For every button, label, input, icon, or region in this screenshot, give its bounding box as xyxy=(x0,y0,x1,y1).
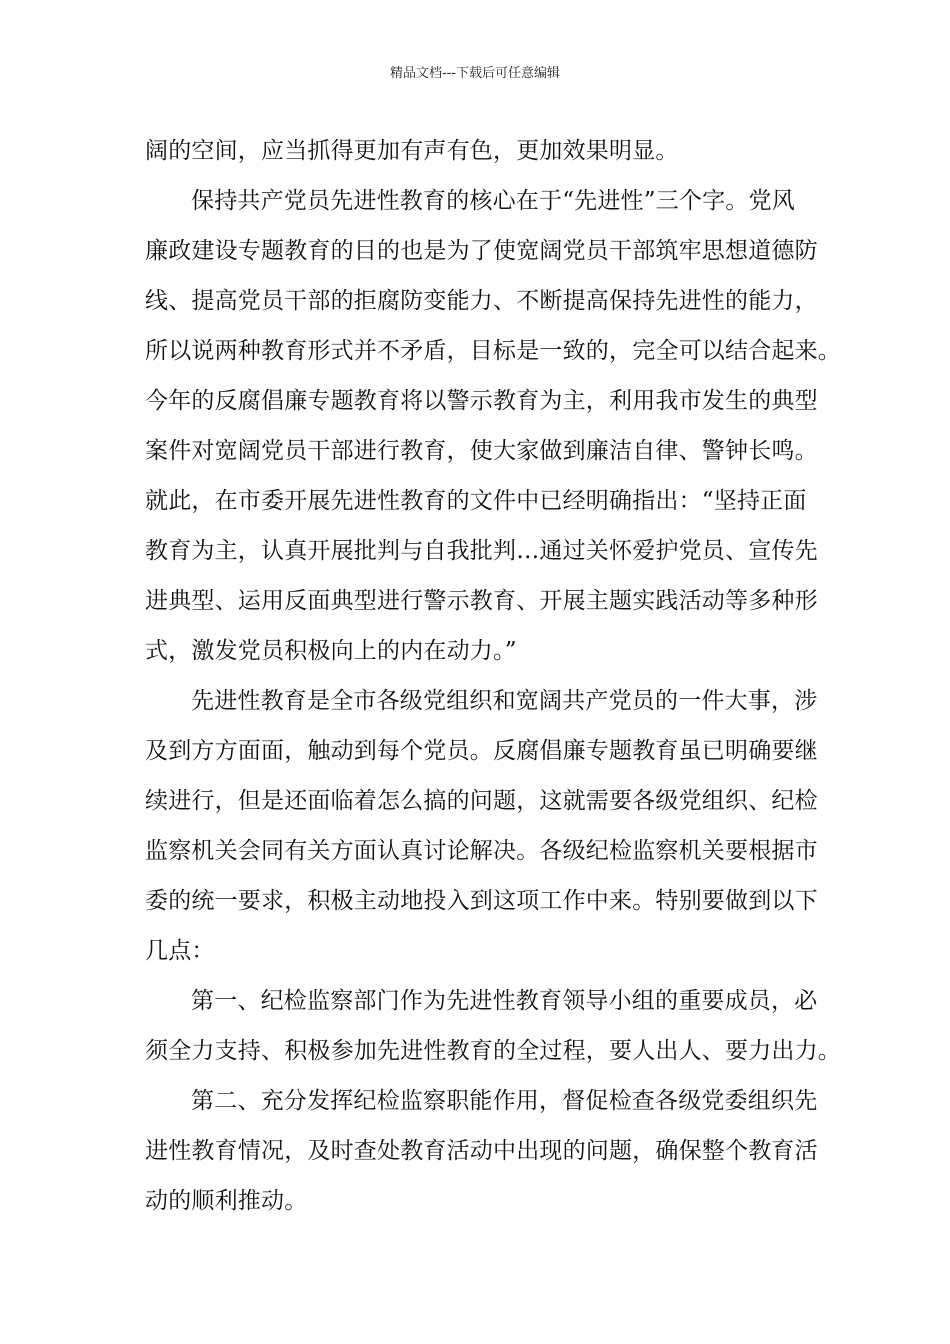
text-line: 保持共产党员先进性教育的核心在于“先进性”三个字。党风 xyxy=(191,188,795,214)
text-line: 第二、充分发挥纪检监察职能作用，督促检查各级党委组织先 xyxy=(191,1088,818,1114)
text-line: 监察机关会同有关方面认真讨论解决。各级纪检监察机关要根据市 xyxy=(145,838,818,864)
text-line: 先进性教育是全市各级党组织和宽阔共产党员的一件大事，涉 xyxy=(191,688,818,714)
text-line: 进性教育情况，及时查处教育活动中出现的问题，确保整个教育活 xyxy=(145,1138,818,1164)
text-line: 就此，在市委开展先进性教育的文件中已经明确指出：“坚持正面 xyxy=(145,488,807,514)
text-line: 动的顺利推动。 xyxy=(145,1188,308,1214)
text-line: 线、提高党员干部的拒腐防变能力、不断提高保持先进性的能力， xyxy=(145,288,818,314)
text-line: 续进行，但是还面临着怎么搞的问题，这就需要各级党组织、纪检 xyxy=(145,788,818,814)
text-line: 委的统一要求，积极主动地投入到这项工作中来。特别要做到以下 xyxy=(145,888,818,914)
text-line: 案件对宽阔党员干部进行教育，使大家做到廉洁自律、警钟长鸣。 xyxy=(145,438,818,464)
text-line: 所以说两种教育形式并不矛盾，目标是一致的，完全可以结合起来。 xyxy=(145,338,841,364)
text-line: 及到方方面面，触动到每个党员。反腐倡廉专题教育虽已明确要继 xyxy=(145,738,818,764)
page-header: 精品文档---下载后可任意编辑 xyxy=(389,66,561,81)
document-body xyxy=(145,133,841,1233)
text-line: 教育为主，认真开展批判与自我批判…通过关怀爱护党员、宣传先 xyxy=(145,538,818,564)
text-line: 式，激发党员积极向上的内在动力。” xyxy=(145,638,517,664)
text-line: 廉政建设专题教育的目的也是为了使宽阔党员干部筑牢思想道德防 xyxy=(145,238,818,264)
text-line: 几点： xyxy=(145,938,215,964)
text-line: 进典型、运用反面典型进行警示教育、开展主题实践活动等多种形 xyxy=(145,588,818,614)
text-line: 今年的反腐倡廉专题教育将以警示教育为主，利用我市发生的典型 xyxy=(145,388,818,414)
text-line: 阔的空间，应当抓得更加有声有色，更加效果明显。 xyxy=(145,138,679,164)
text-line: 须全力支持、积极参加先进性教育的全过程，要人出人、要力出力。 xyxy=(145,1038,841,1064)
text-line: 第一、纪检监察部门作为先进性教育领导小组的重要成员，必 xyxy=(191,988,818,1014)
